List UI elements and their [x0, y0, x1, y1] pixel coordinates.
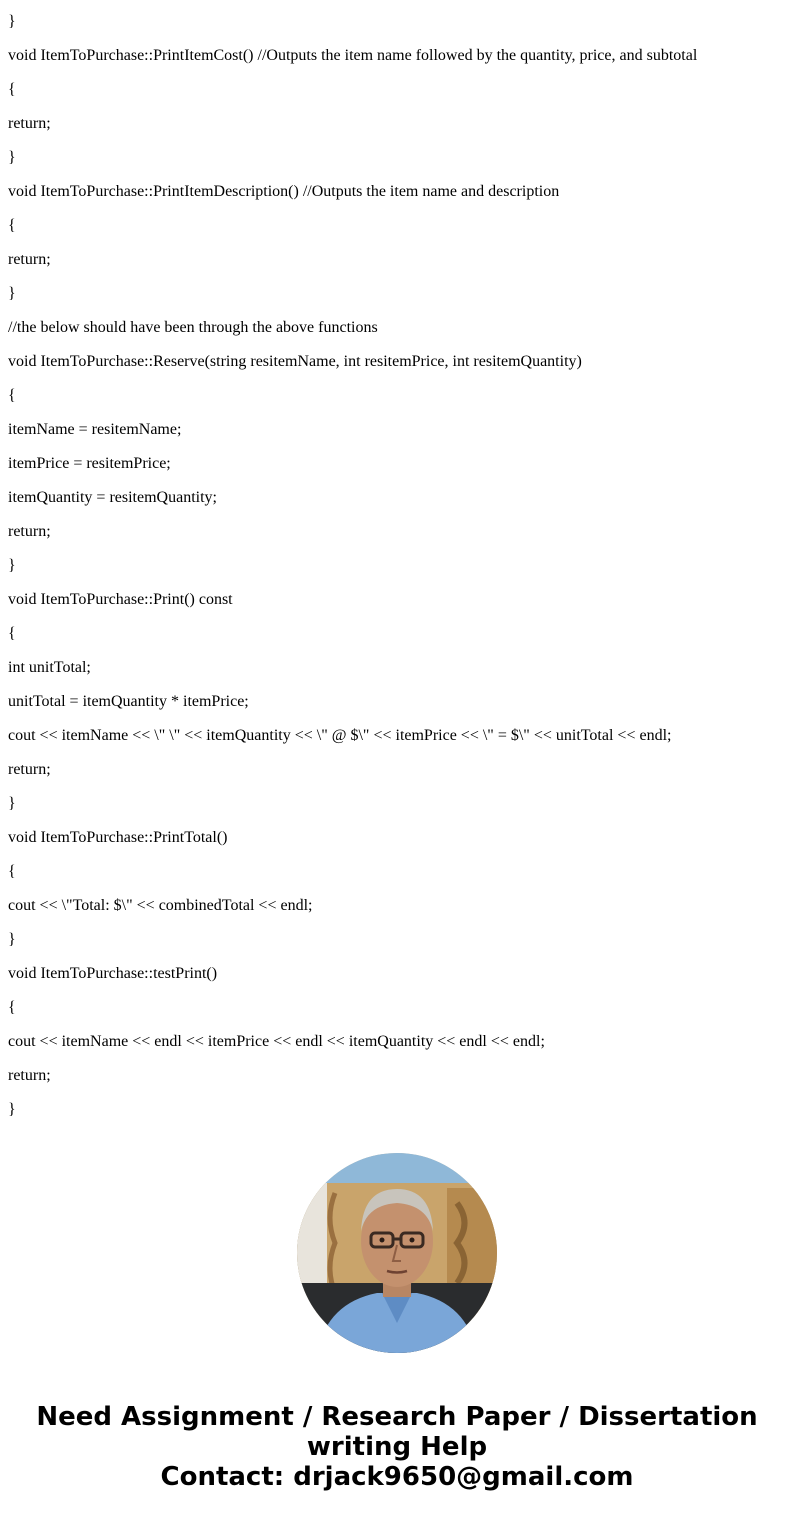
code-line: int unitTotal; — [8, 659, 91, 676]
code-line: } — [8, 149, 16, 166]
code-line: itemQuantity = resitemQuantity; — [8, 489, 217, 506]
code-line: void ItemToPurchase::Print() const — [8, 591, 233, 608]
code-line: { — [8, 387, 16, 404]
code-line: return; — [8, 1067, 51, 1084]
contact-banner — [0, 1402, 794, 1492]
code-line: unitTotal = itemQuantity * itemPrice; — [8, 693, 249, 710]
code-line: itemName = resitemName; — [8, 421, 182, 438]
banner-line-help: writing Help — [306, 1432, 488, 1462]
code-line: void ItemToPurchase::PrintItemCost() //Outputs the item name followed by the quantity, price, and subtotal — [8, 47, 698, 64]
code-line: { — [8, 863, 16, 880]
code-line: } — [8, 1101, 16, 1118]
code-line: } — [8, 285, 16, 302]
code-line: { — [8, 625, 16, 642]
code-line: { — [8, 217, 16, 234]
code-line: return; — [8, 251, 51, 268]
code-line: cout << \"Total: $\" << combinedTotal << endl; — [8, 897, 313, 914]
code-line: return; — [8, 523, 51, 540]
banner-line-contact: Contact: drjack9650@gmail.com — [160, 1462, 634, 1492]
code-line: cout << itemName << \" \" << itemQuantity << \" @ $\" << itemPrice << \" = $\" << unitTotal << endl; — [8, 727, 672, 744]
code-line: { — [8, 999, 16, 1016]
code-line: cout << itemName << endl << itemPrice << endl << itemQuantity << endl << endl; — [8, 1033, 545, 1050]
code-line: return; — [8, 761, 51, 778]
code-line: void ItemToPurchase::PrintTotal() — [8, 829, 228, 846]
code-line: //the below should have been through the above functions — [8, 319, 378, 336]
code-line: void ItemToPurchase::testPrint() — [8, 965, 218, 982]
code-line: } — [8, 795, 16, 812]
author-avatar — [297, 1153, 497, 1353]
code-line: { — [8, 81, 16, 98]
code-line: itemPrice = resitemPrice; — [8, 455, 171, 472]
banner-line-offer: Need Assignment / Research Paper / Dissertation — [36, 1402, 758, 1432]
code-line: } — [8, 557, 16, 574]
code-listing — [8, 11, 788, 1133]
code-line: void ItemToPurchase::Reserve(string resitemName, int resitemPrice, int resitemQuantity) — [8, 353, 582, 370]
code-line: } — [8, 13, 16, 30]
code-line: } — [8, 931, 16, 948]
code-line: return; — [8, 115, 51, 132]
author-portrait-image — [297, 1153, 497, 1353]
code-line: void ItemToPurchase::PrintItemDescription() //Outputs the item name and description — [8, 183, 560, 200]
